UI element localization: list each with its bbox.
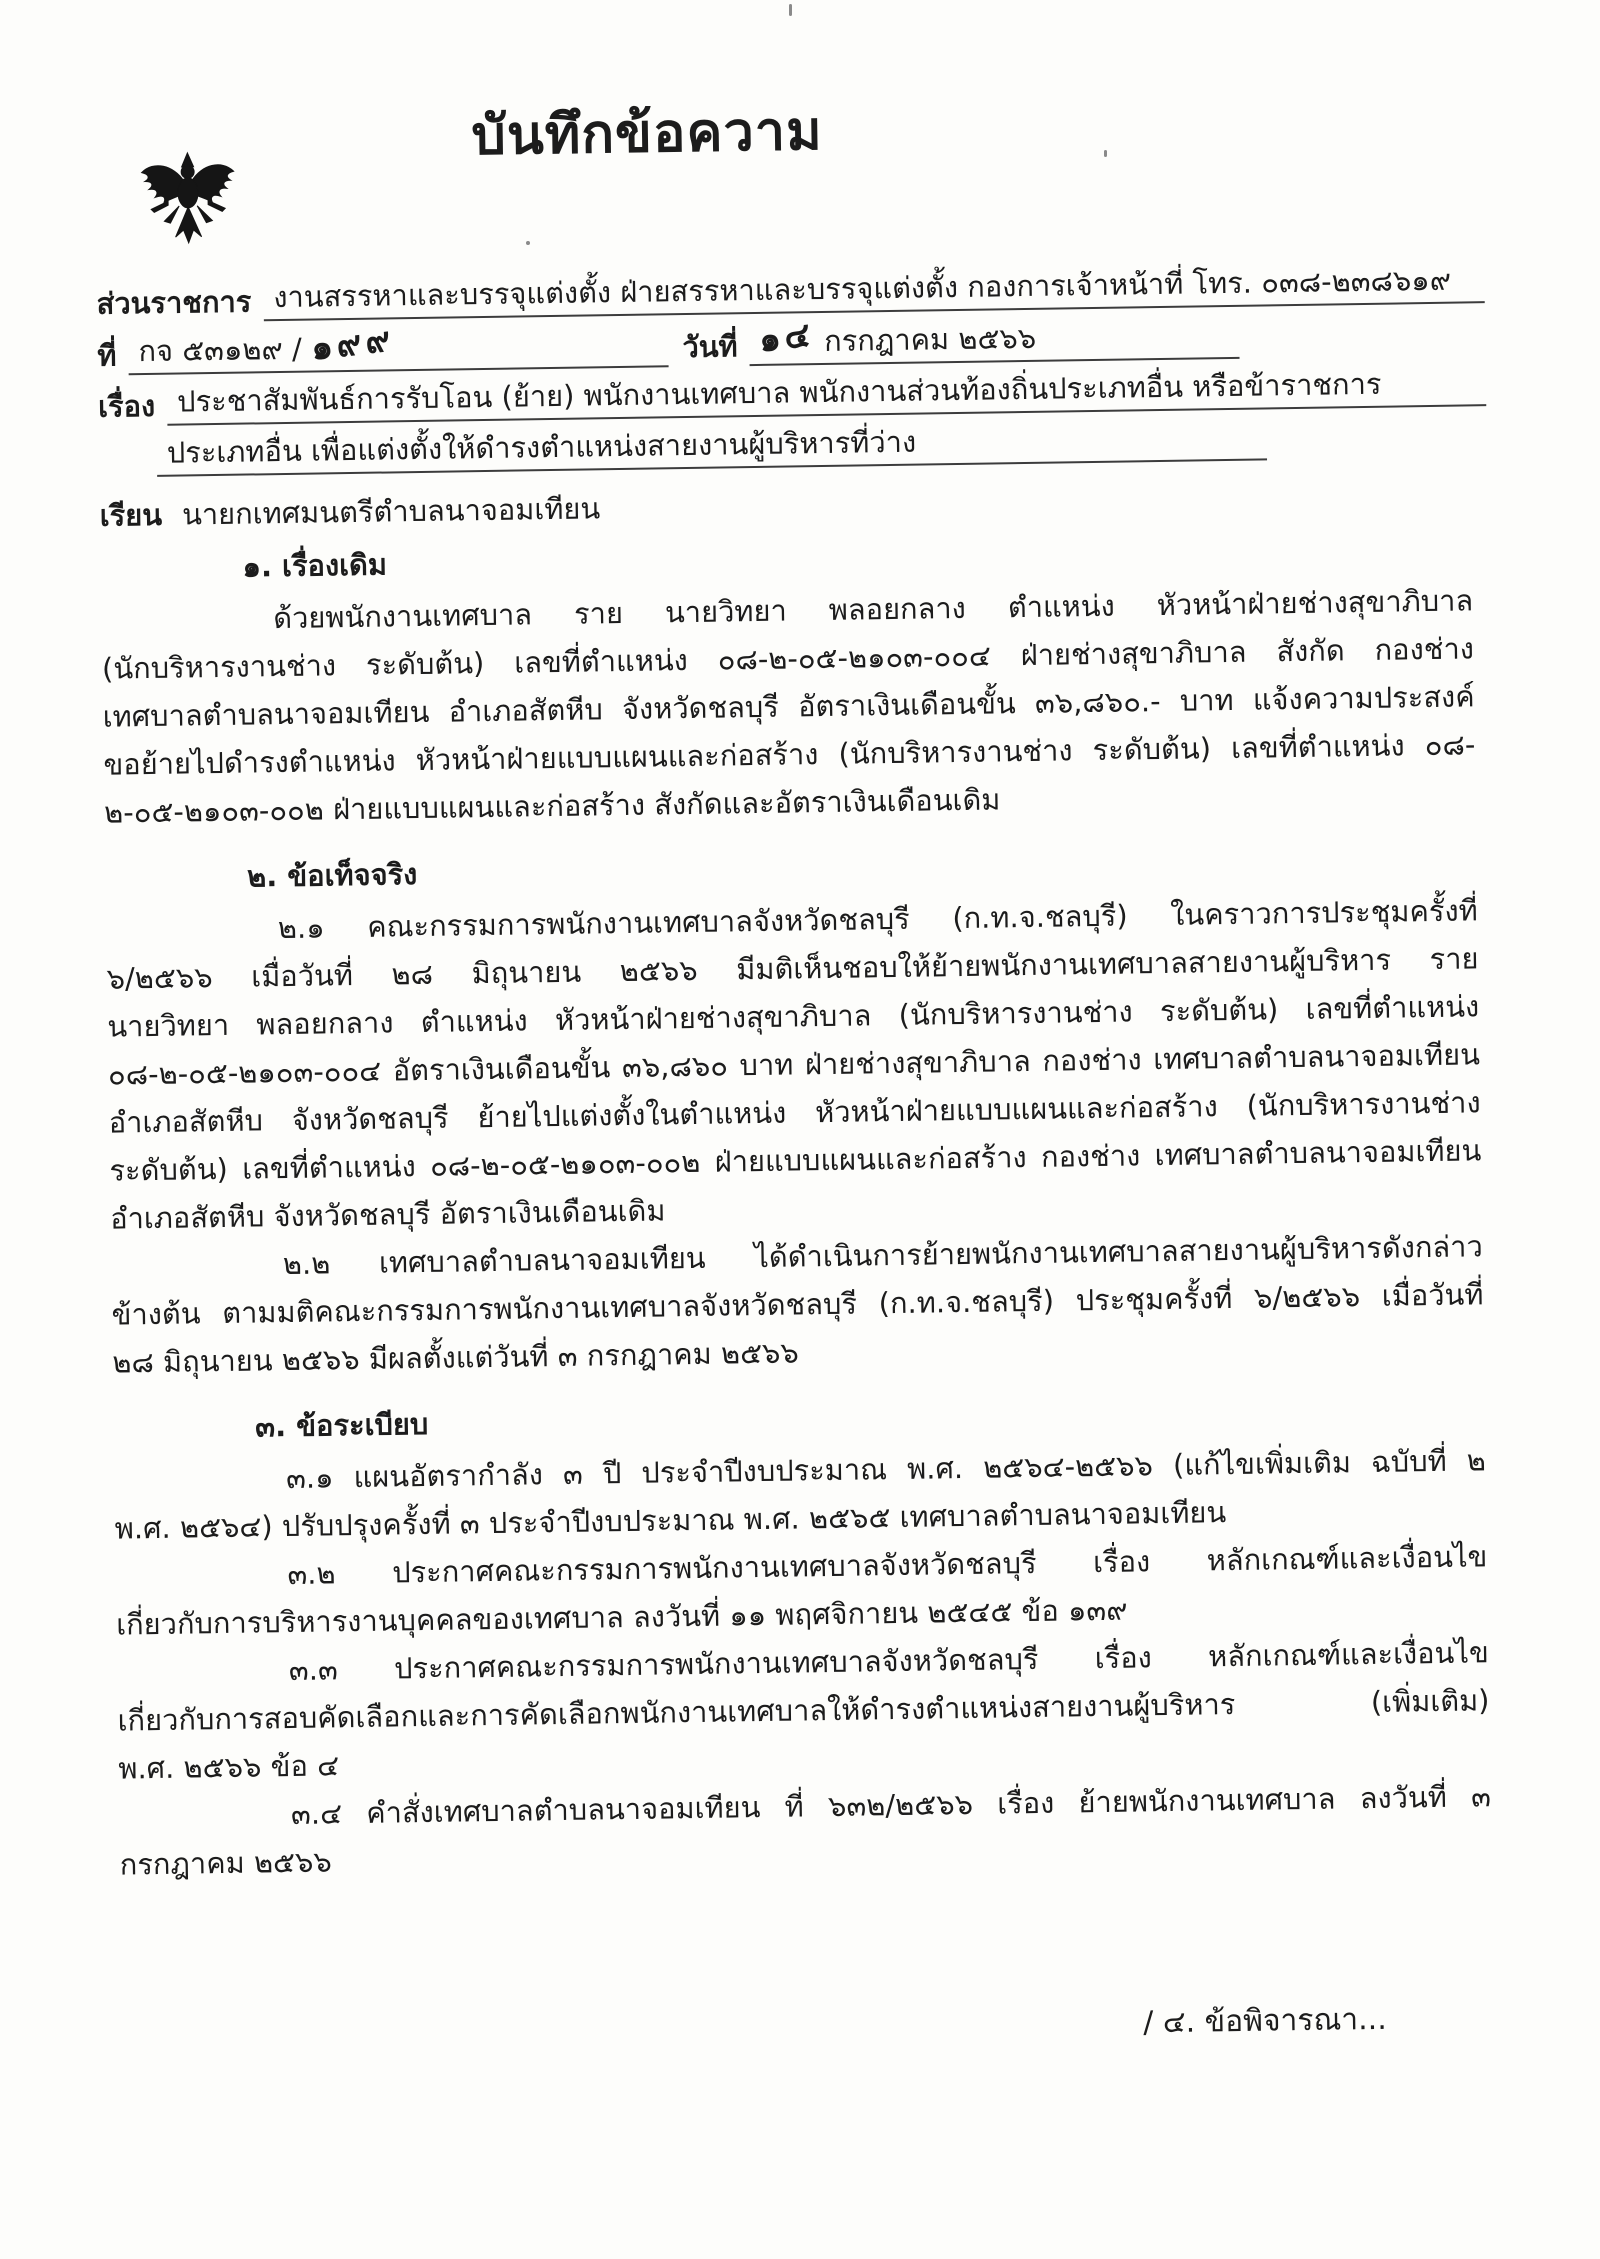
- number-value: [128, 319, 669, 375]
- date-value: [749, 314, 1240, 366]
- subject-line-1: ประชาสัมพันธ์การรับโอน (ย้าย) พนักงานเทศบาล พนักงานส่วนท้องถิ่นประเภทอื่น หรือข้าราชการ: [167, 362, 1486, 426]
- department-value: งานสรรหาและบรรจุแต่งตั้ง ฝ่ายสรรหาและบรรจุแต่งตั้ง กองการเจ้าหน้าที่ โทร. ๐๓๘-๒๓๘๖๑๙: [263, 259, 1485, 321]
- memo-title: บันทึกข้อความ: [471, 98, 824, 168]
- paragraph-line: ข้างต้น ตามมติคณะกรรมการพนักงานเทศบาลจังหวัดชลบุรี (ก.ท.จ.ชลบุรี) ประชุมครั้งที่ ๖/๒๕๖๖ เมื่อวันที่: [111, 1277, 1484, 1332]
- paragraph-line: อำเภอสัตหีบ จังหวัดชลบุรี ย้ายไปแต่งตั้งในตำแหน่ง หัวหน้าฝ่ายแบบแผนและก่อสร้าง (นักบริหารงานช่าง: [108, 1085, 1481, 1140]
- paragraph-line: ๐๘-๒-๐๕-๒๑๐๓-๐๐๔ อัตราเงินเดือนขั้น ๓๖,๘๖๐ บาท ฝ่ายช่างสุขาภิบาล กองช่าง เทศบาลตำบลนาจอมเทียน: [107, 1037, 1481, 1092]
- section-heading: ๑. เรื่องเดิม: [242, 547, 388, 584]
- section-heading: ๓. ข้อระเบียบ: [255, 1406, 429, 1444]
- garuda-emblem-icon: [137, 148, 239, 274]
- number-label: ที่: [97, 338, 117, 373]
- paragraph-line: ๒.๑ คณะกรรมการพนักงานเทศบาลจังหวัดชลบุรี (ก.ท.จ.ชลบุรี) ในคราวการประชุมครั้งที่: [277, 893, 1479, 946]
- paragraph-line: (นักบริหารงานช่าง ระดับต้น) เลขที่ตำแหน่ง ๐๘-๒-๐๕-๒๑๐๓-๐๐๔ ฝ่ายช่างสุขาภิบาล สังกัด กองช่าง: [101, 631, 1475, 686]
- section-heading: ๒. ข้อเท็จจริง: [246, 857, 418, 894]
- date-printed: กรกฎาคม ๒๕๖๖: [823, 320, 1037, 358]
- paragraph-line: ๓.๓ ประกาศคณะกรรมการพนักงานเทศบาลจังหวัดชลบุรี เรื่อง หลักเกณฑ์และเงื่อนไข: [288, 1635, 1490, 1688]
- memo-sections: [100, 524, 1492, 1888]
- paragraph-line: ๓.๔ คำสั่งเทศบาลตำบลนาจอมเทียน ที่ ๖๓๒/๒๕๖๖ เรื่อง ย้ายพนักงานเทศบาล ลงวันที่ ๓: [290, 1779, 1492, 1832]
- number-printed: กจ ๕๓๑๒๙ /: [138, 331, 302, 369]
- memo-header-form: [96, 259, 1488, 543]
- date-label: วันที่: [682, 329, 738, 365]
- paragraph-line: ๒๘ มิถุนายน ๒๕๖๖ มีผลตั้งแต่วันที่ ๓ กรกฎาคม ๒๕๖๖: [112, 1335, 800, 1380]
- paragraph-line: เกี่ยวกับการบริหารงานบุคคลของเทศบาล ลงวันที่ ๑๑ พฤศจิกายน ๒๕๔๕ ข้อ ๑๓๙: [115, 1592, 1128, 1642]
- paragraph-line: พ.ศ. ๒๕๖๖ ข้อ ๔: [118, 1748, 340, 1786]
- paragraph-line: ขอย้ายไปดำรงตำแหน่ง หัวหน้าฝ่ายแบบแผนและก่อสร้าง (นักบริหารงานช่าง ระดับต้น) เลขที่ตำแหน่ง ๐๘-: [103, 727, 1476, 782]
- paragraph-line: ๒.๒ เทศบาลตำบลนาจอมเทียน ได้ดำเนินการย้ายพนักงานเทศบาลสายงานผู้บริหารดังกล่าว: [282, 1229, 1483, 1282]
- paragraph-line: ๓.๒ ประกาศคณะกรรมการพนักงานเทศบาลจังหวัดชลบุรี เรื่อง หลักเกณฑ์และเงื่อนไข: [287, 1539, 1488, 1592]
- continuation-note: / ๔. ข้อพิจารณา...: [1142, 2001, 1387, 2041]
- paragraph-line: ๒-๐๕-๒๑๐๓-๐๐๒ ฝ่ายแบบแผนและก่อสร้าง สังกัดและอัตราเงินเดือนเดิม: [103, 782, 1001, 830]
- paragraph-line: พ.ศ. ๒๕๖๔) ปรับปรุงครั้งที่ ๓ ประจำปีงบประมาณ พ.ศ. ๒๕๖๕ เทศบาลตำบลนาจอมเทียน: [114, 1495, 1227, 1546]
- salutation-label: เรียน: [99, 497, 163, 533]
- paragraph-line: อำเภอสัตหีบ จังหวัดชลบุรี อัตราเงินเดือนเดิม: [109, 1193, 666, 1236]
- paragraph-line: ๖/๒๕๖๖ เมื่อวันที่ ๒๘ มิถุนายน ๒๕๖๖ มีมติเห็นชอบให้ย้ายพนักงานเทศบาลสายงานผู้บริหาร ราย: [106, 941, 1479, 996]
- salutation-value: นายกเทศมนตรีตำบลนาจอมเทียน: [181, 491, 601, 532]
- date-day-handwritten: ๑๔: [757, 314, 817, 361]
- paragraph-line: ระดับต้น) เลขที่ตำแหน่ง ๐๘-๒-๐๕-๒๑๐๓-๐๐๒ ฝ่ายแบบแผนและก่อสร้าง กองช่าง เทศบาลตำบลนาจอมเทียน: [109, 1133, 1482, 1188]
- paragraph-line: เทศบาลตำบลนาจอมเทียน อำเภอสัตหีบ จังหวัดชลบุรี อัตราเงินเดือนขั้น ๓๖,๘๖๐.- บาท แจ้งความประสงค์: [102, 679, 1475, 734]
- paragraph-line: ๓.๑ แผนอัตรากำลัง ๓ ปี ประจำปีงบประมาณ พ.ศ. ๒๕๖๔-๒๕๖๖ (แก้ไขเพิ่มเติม ฉบับที่ ๒: [285, 1443, 1487, 1496]
- paragraph-line: กรกฎาคม ๒๕๖๖: [119, 1844, 333, 1882]
- number-handwritten: ๑๙๙: [308, 319, 397, 369]
- paragraph-line: นายวิทยา พลอยกลาง ตำแหน่ง หัวหน้าฝ่ายช่างสุขาภิบาล (นักบริหารงานช่าง ระดับต้น) เลขที่ตำแหน่ง: [107, 989, 1480, 1044]
- paragraph-line: ด้วยพนักงานเทศบาล ราย นายวิทยา พลอยกลาง ตำแหน่ง หัวหน้าฝ่ายช่างสุขาภิบาล: [273, 583, 1474, 636]
- subject-line-2: ประเภทอื่น เพื่อแต่งตั้งให้ดำรงตำแหน่งสายงานผู้บริหารที่ว่าง: [157, 416, 1268, 476]
- department-label: ส่วนราชการ: [96, 284, 252, 321]
- subject-label: เรื่อง: [97, 388, 156, 424]
- paragraph-line: เกี่ยวกับการสอบคัดเลือกและการคัดเลือกพนักงานเทศบาลให้ดำรงตำแหน่งสายงานผู้บริหาร (เพิ่มเติม): [117, 1683, 1490, 1738]
